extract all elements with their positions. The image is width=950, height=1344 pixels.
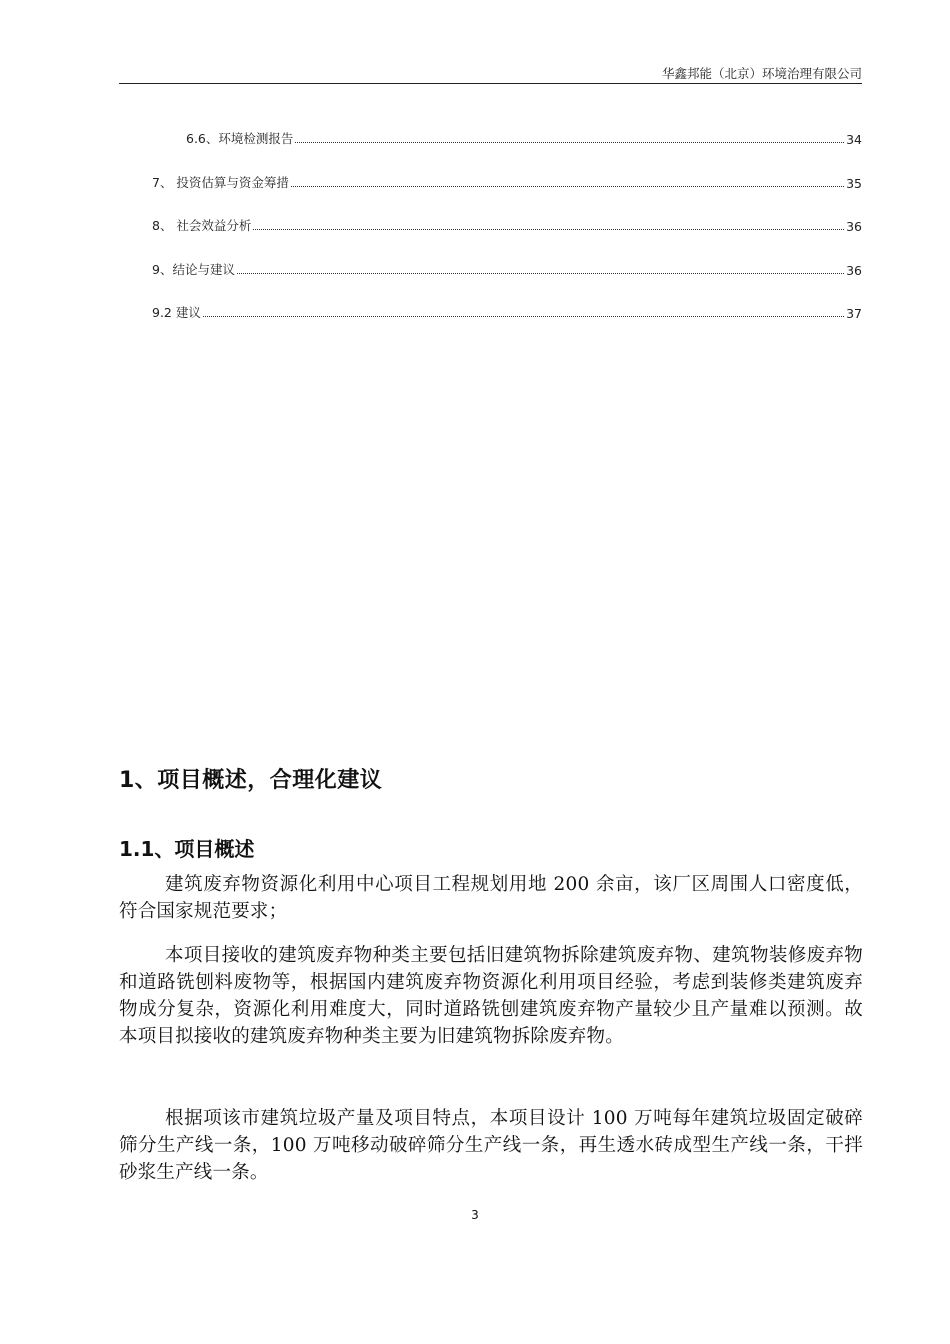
- toc-entry[interactable]: [152, 260, 862, 278]
- toc-entry[interactable]: [186, 129, 862, 147]
- page-header-company: 华鑫邦能（北京）环境治理有限公司: [661, 66, 862, 81]
- toc-entry-page: 37: [846, 306, 862, 321]
- toc-entry-label: 8、 社会效益分析: [152, 218, 252, 233]
- toc-entry-label: 9、结论与建议: [152, 262, 235, 277]
- page-number: 3: [471, 1208, 479, 1222]
- header-divider: [119, 83, 862, 84]
- toc-entry[interactable]: [152, 173, 862, 191]
- toc-dot-leader: [291, 185, 844, 187]
- toc-entry-label: 6.6、环境检测报告: [186, 131, 294, 146]
- toc-entry-page: 36: [846, 219, 862, 234]
- body-paragraph: 建筑废弃物资源化利用中心项目工程规划用地 200 余亩，该厂区周围人口密度低，符合国家规范要求；: [119, 874, 863, 922]
- section-heading-1: 1、项目概述，合理化建议: [119, 768, 383, 793]
- toc-entry-page: 34: [846, 132, 862, 147]
- toc-entry[interactable]: [152, 303, 862, 321]
- body-paragraph: 根据项该市建筑垃圾产量及项目特点，本项目设计 100 万吨每年建筑垃圾固定破碎筛分生产线一条，100 万吨移动破碎筛分生产线一条，再生透水砖成型生产线一条，干拌砂浆生产线一条。: [119, 1108, 863, 1183]
- toc-entry[interactable]: [152, 216, 862, 234]
- toc-entry-page: 35: [846, 176, 862, 191]
- toc-entry-label: 9.2 建议: [152, 305, 201, 320]
- toc-dot-leader: [253, 228, 844, 230]
- section-heading-1-1: 1.1、项目概述: [119, 837, 255, 861]
- toc-dot-leader: [203, 315, 844, 317]
- toc-dot-leader: [237, 272, 844, 274]
- body-paragraph: 本项目接收的建筑废弃物种类主要包括旧建筑物拆除建筑废弃物、建筑物装修废弃物和道路铣刨料废物等，根据国内建筑废弃物资源化利用项目经验，考虑到装修类建筑废弃物成分复杂，资源化利用难度大，同时道路铣刨建筑废弃物产量较少且产量难以预测。故本项目拟接收的建筑废弃物种类主要为旧建筑物拆除废弃物。: [119, 945, 863, 1047]
- toc-entry-label: 7、 投资估算与资金筹措: [152, 175, 289, 190]
- toc-dot-leader: [295, 141, 844, 143]
- toc-entry-page: 36: [846, 263, 862, 278]
